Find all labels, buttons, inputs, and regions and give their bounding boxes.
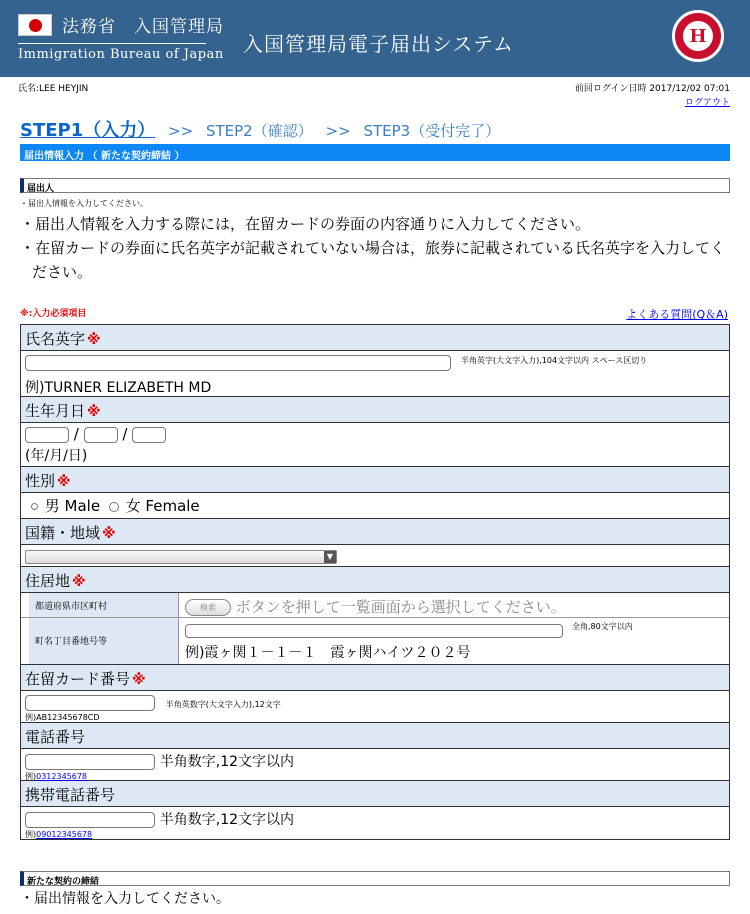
phone-label: 電話番号 [21,723,729,749]
notifier-heading: 届出人 [20,178,730,193]
card-field-row [21,691,729,723]
japan-flag-icon [18,14,52,36]
address-field-group [21,593,729,665]
dob-field-row: / / (年/月/日) [21,423,729,467]
notifier-note-2: ・在留カードの券面に氏名英字が記載されていない場合は，旅券に記載されている氏名英字を入力してください。 [20,239,726,281]
address-search-button[interactable]: 検索 [185,599,231,616]
address-street-example: 例)霞ヶ関１－１－１ 霞ヶ関ハイツ２０２号 [185,645,471,661]
contract-heading: 新たな契約の締結 [20,871,730,886]
dob-month-input[interactable] [84,427,118,443]
address-pref-value [179,593,729,617]
step1-current: STEP1（入力） [20,120,156,141]
name-example: 例)TURNER ELIZABETH MD [25,380,212,396]
ministry-name: 法務省 入国管理局 [62,17,224,37]
card-label: 在留カード番号 ※ [21,665,729,691]
logout-link[interactable]: ログアウト [684,98,730,108]
user-name: 氏名:LEE HEYJIN [18,84,89,94]
address-search-hint: ボタンを押して一覧画面から選択してください。 [235,598,566,616]
required-mark: ※ [132,672,146,688]
required-mark: ※ [102,526,116,542]
nationality-select[interactable] [25,550,337,564]
gender-label: 性別 ※ [21,467,729,493]
notifier-small-note: ・届出人情報を入力してください。 [20,199,148,208]
name-label: 氏名英字 ※ [21,325,729,351]
step-indicator [20,116,500,142]
last-login: 前回ログイン日時 2017/12/02 07:01 [574,84,730,94]
card-number-input[interactable] [25,695,155,711]
gender-field-row [21,493,729,519]
dob-label: 生年月日 ※ [21,397,729,423]
phone-example-link[interactable]: 0312345678 [36,772,88,781]
address-street-value [179,618,729,664]
card-hint: 半角英数字(大文字入力),12文字 [165,700,281,709]
contract-note: ・届出情報を入力してください。 [20,891,230,907]
mobile-example-link[interactable]: 09012345678 [36,830,93,839]
required-mark: ※ [57,474,71,490]
dob-year-input[interactable] [25,427,69,443]
address-street-row [21,618,729,664]
bureau-english-name: Immigration Bureau of Japan [18,47,224,62]
phone-hint: 半角数字,12文字以内 [159,754,295,770]
address-pref-row [21,593,729,618]
address-street-hint: 全角,80文字以内 [572,622,633,631]
gender-male-label: 男 Male [44,497,101,515]
gender-male-radio[interactable] [31,503,38,510]
required-mark: ※ [72,574,86,590]
dob-day-input[interactable] [132,427,166,443]
mobile-field-row [21,807,729,839]
notifier-note-1: ・届出人情報を入力する際には，在留カードの券面の内容通りに入力してください。 [20,215,591,233]
required-legend: ※:入力必須項目 [20,309,87,319]
address-label: 住居地 ※ [21,567,729,593]
notifier-form [20,324,730,840]
name-hint: 半角英字(大文字入力),104文字以内 スペース区切り [461,356,648,365]
name-input[interactable] [25,355,451,371]
step-separator: >> [168,122,194,140]
section-title: 届出情報入力 （ 新たな契約締結 ） [20,144,730,161]
immigration-emblem-icon: H [672,10,724,62]
gender-female-label: 女 Female [125,497,200,515]
mobile-example: 例)09012345678 [25,830,93,839]
address-street-input[interactable] [185,624,563,638]
nationality-label: 国籍・地域 ※ [21,519,729,545]
address-street-label: 町名丁目番地号等 [29,618,179,664]
phone-field-row [21,749,729,781]
required-mark: ※ [87,332,101,348]
faq-link[interactable]: よくある質問(Q＆A) [626,308,728,321]
phone-example: 例)0312345678 [25,772,88,781]
step2: STEP2（確認） [205,122,313,140]
dob-format: (年/月/日) [25,448,88,464]
gender-female-radio[interactable] [109,502,119,512]
name-field-row [21,351,729,397]
mobile-label: 携帯電話番号 [21,781,729,807]
mobile-input[interactable] [25,812,155,828]
card-example: 例)AB12345678CD [25,713,100,722]
mobile-hint: 半角数字,12文字以内 [159,812,295,828]
chevron-down-icon: ▼ [324,551,336,563]
notifier-notes [20,212,730,284]
step-separator: >> [325,122,351,140]
address-pref-label: 都道府県市区町村 [29,593,179,617]
phone-input[interactable] [25,754,155,770]
required-mark: ※ [87,404,101,420]
nationality-field-row [21,545,729,567]
header-divider [18,43,206,44]
system-title: 入国管理局電子届出システム [243,32,514,56]
header-banner [0,0,750,77]
step3: STEP3（受付完了） [363,122,501,140]
